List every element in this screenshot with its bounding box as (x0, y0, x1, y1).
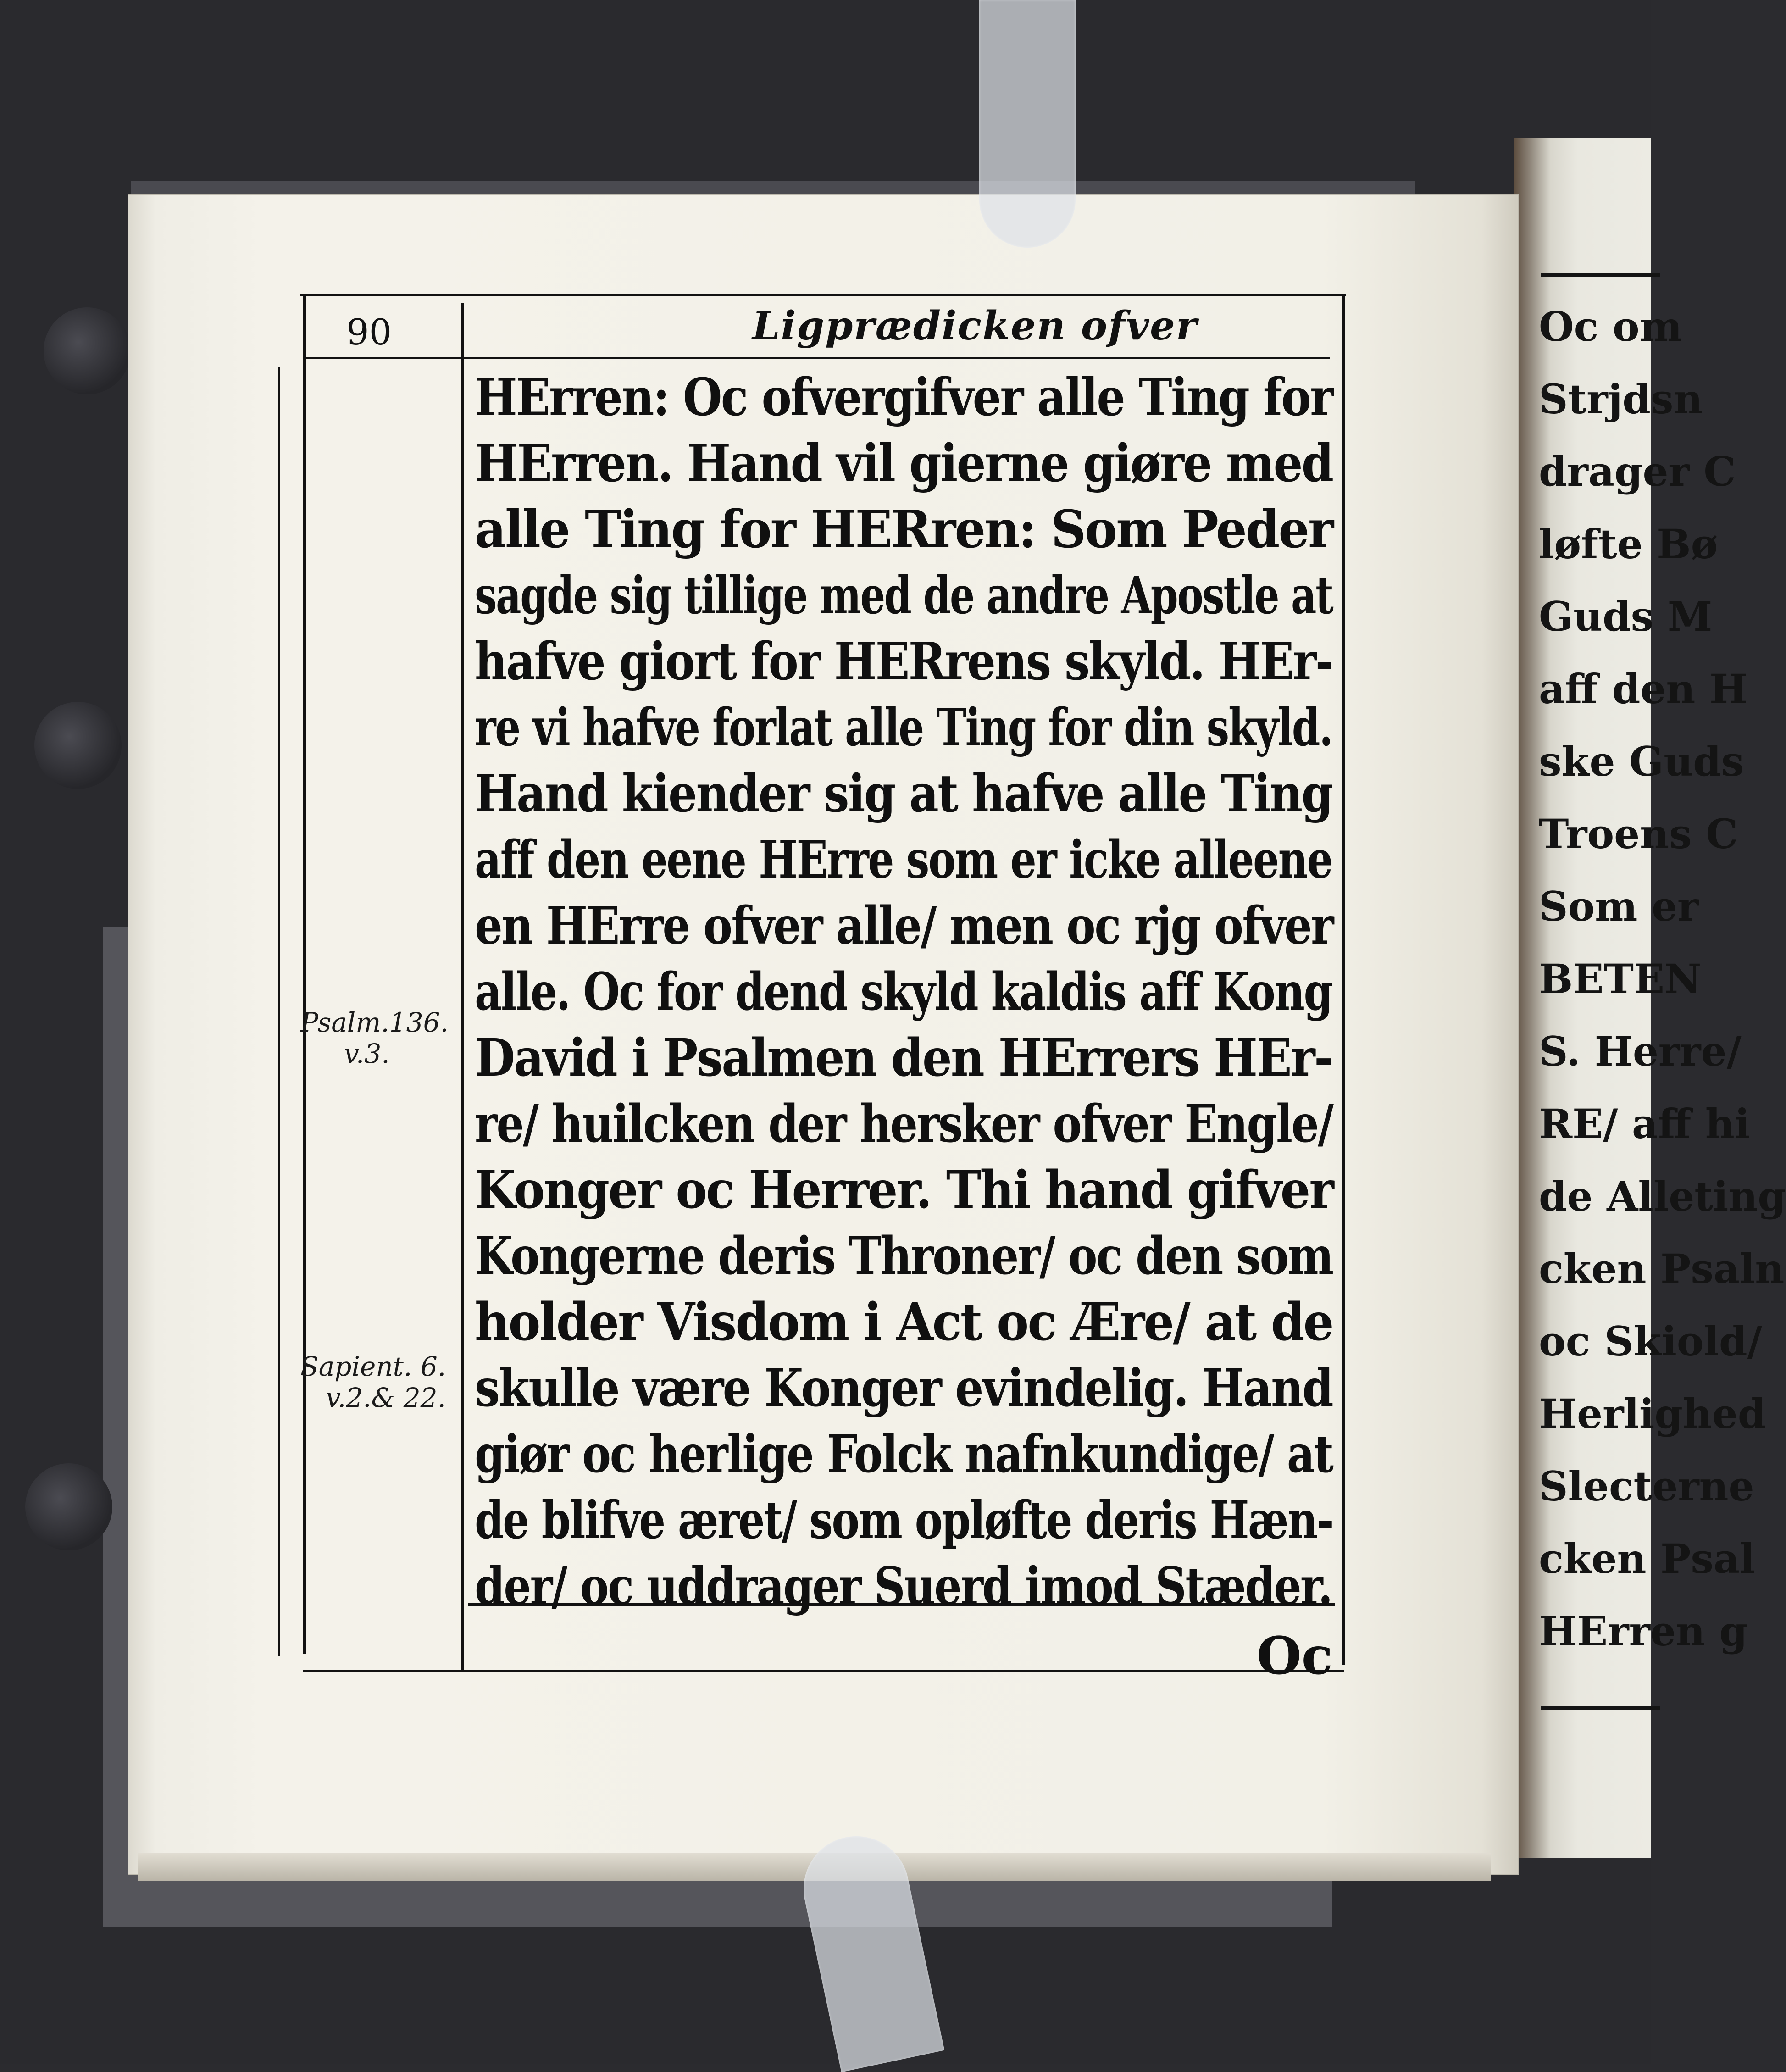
marginal-note-line: Psalm.136. (300, 1007, 449, 1038)
folio-number: 90 (346, 312, 392, 353)
facing-page-line: RE/ aff hi (1539, 1100, 1750, 1148)
facing-page-line: Slecterne (1539, 1462, 1754, 1510)
text-line: en HErre ofver alle/ men oc rjg ofver (475, 896, 1333, 956)
facing-page-foot-rule (1541, 1706, 1660, 1710)
frame-left-rule (303, 294, 306, 1654)
running-head: Ligprædicken ofver (752, 303, 1198, 349)
mount-peg-middle (34, 702, 122, 789)
text-line: giør oc herlige Folck nafnkundige/ at (475, 1424, 1333, 1484)
facing-page-line: de Alleting (1539, 1172, 1786, 1220)
facing-page-line: løfte Bø (1539, 520, 1718, 568)
text-line: HErren. Hand vil gierne giøre med (475, 433, 1333, 494)
facing-page-line: BETEN (1539, 955, 1702, 1003)
facing-page-line: Guds M (1539, 593, 1713, 640)
text-line: skulle være Konger evindelig. Hand (475, 1358, 1333, 1418)
facing-page-line: ske Guds (1539, 738, 1744, 785)
frame-head-rule (303, 357, 1330, 359)
text-line: holder Visdom i Act oc Ære/ at de (475, 1292, 1333, 1352)
text-line: aff den eene HErre som er icke alleene (475, 830, 1332, 890)
facing-page (1514, 138, 1786, 1858)
text-line: Hand kiender sig at hafve alle Ting (475, 764, 1332, 824)
marginal-note-line: v.3. (344, 1038, 390, 1069)
facing-page-head-rule (1541, 273, 1660, 277)
facing-page-line: Herlighed (1539, 1390, 1766, 1438)
frame-bottom-rule (303, 1670, 1344, 1672)
facing-page-line: Strjdsn (1539, 375, 1703, 423)
frame-top-rule (300, 294, 1346, 296)
marginal-note-line: Sapient. 6. (300, 1351, 446, 1382)
text-line: der/ oc uddrager Suerd imod Stæder. (475, 1556, 1332, 1616)
text-line: re vi hafve forlat alle Ting for din skyld. (475, 698, 1332, 758)
mount-peg-bottom (25, 1463, 112, 1550)
text-line: Kongerne deris Throner/ oc den som (475, 1226, 1333, 1286)
facing-page-line: drager C (1539, 448, 1736, 495)
text-line: alle Ting for HERren: Som Peder (475, 500, 1333, 560)
catchword: Oc (1257, 1626, 1333, 1686)
body-text (475, 365, 1332, 1620)
frame-outer-left-rule (278, 367, 280, 1656)
marginal-note-sapient (300, 1351, 446, 1413)
text-line: David i Psalmen den HErrers HEr- (475, 1028, 1332, 1088)
facing-page-line: Som er (1539, 883, 1699, 930)
facing-page-line: aff den H (1539, 665, 1748, 713)
text-line: de blifve æret/ som opløfte deris Hæn- (475, 1490, 1333, 1550)
facing-page-line: oc Skiold/ (1539, 1317, 1762, 1365)
text-line: re/ huilcken der hersker ofver Engle/ (475, 1094, 1333, 1154)
mount-peg-top (44, 307, 131, 394)
margin-divider-rule (461, 303, 464, 1670)
facing-page-line: Oc om (1539, 303, 1682, 350)
text-line: sagde sig tillige med de andre Apostle at (475, 566, 1333, 626)
facing-page-line: S. Herre/ (1539, 1028, 1742, 1075)
text-line: HErren: Oc ofvergifver alle Ting for (475, 367, 1333, 428)
marginal-note-psalm (300, 1007, 449, 1069)
facing-page-line: cken Psaln (1539, 1245, 1785, 1293)
facing-page-line: HErren g (1539, 1607, 1748, 1655)
text-line: Konger oc Herrer. Thi hand gifver (475, 1160, 1333, 1220)
text-line: alle. Oc for dend skyld kaldis aff Kong (475, 962, 1332, 1022)
text-line: hafve giort for HERrens skyld. HEr- (475, 632, 1333, 692)
facing-page-line: Troens C (1539, 810, 1738, 858)
holding-tab-top (979, 0, 1076, 248)
facing-page-line: cken Psal (1539, 1535, 1755, 1583)
frame-right-rule (1342, 294, 1345, 1665)
marginal-note-line: v.2.& 22. (326, 1382, 446, 1413)
